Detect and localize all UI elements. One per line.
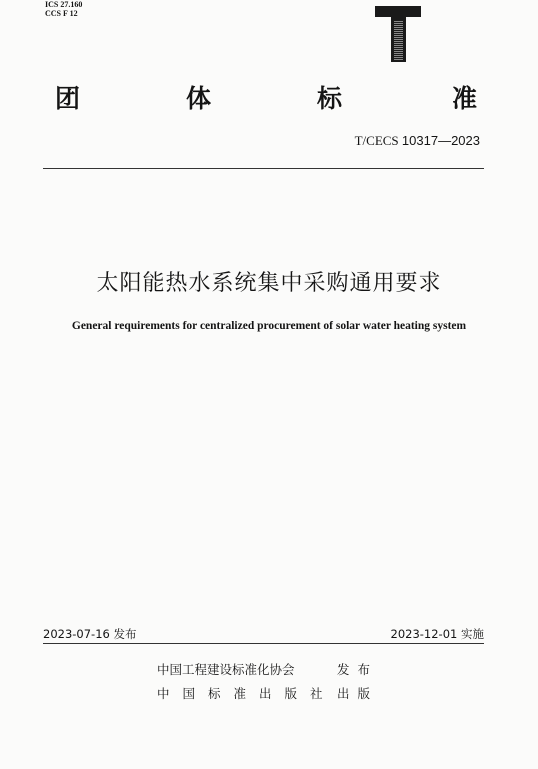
classification-codes	[45, 0, 82, 18]
standard-number	[355, 133, 480, 149]
standard-code: 10317—2023	[401, 133, 480, 148]
header-divider	[43, 168, 484, 169]
title-chinese: 太阳能热水系统集中采购通用要求	[96, 271, 442, 296]
standard-prefix: T/CECS	[354, 133, 399, 148]
standard-category-heading	[55, 82, 480, 118]
issue-date: 2023-07-16 发布	[43, 627, 137, 641]
publisher-row	[157, 684, 397, 704]
ics-code: ICS 27.160	[45, 0, 83, 9]
ccs-code: CCS F 12	[45, 9, 78, 18]
publisher-name: 中国标准出版社	[157, 686, 336, 701]
category-char: 标	[317, 84, 343, 113]
t-logo-hatching	[394, 20, 403, 60]
publisher-row	[157, 660, 397, 680]
publisher-role: 出版	[337, 686, 379, 701]
publisher-name: 中国工程建设标准化协会	[157, 662, 295, 677]
category-t-logo	[375, 6, 421, 62]
footer-divider	[43, 643, 484, 644]
category-char: 体	[186, 84, 212, 113]
title-english: General requirements for centralized procurement of solar water heating system	[71, 320, 467, 332]
category-char: 团	[55, 84, 81, 113]
category-char: 准	[452, 84, 478, 113]
publisher-role: 发布	[337, 662, 379, 677]
implement-date: 2023-12-01 实施	[390, 627, 484, 641]
